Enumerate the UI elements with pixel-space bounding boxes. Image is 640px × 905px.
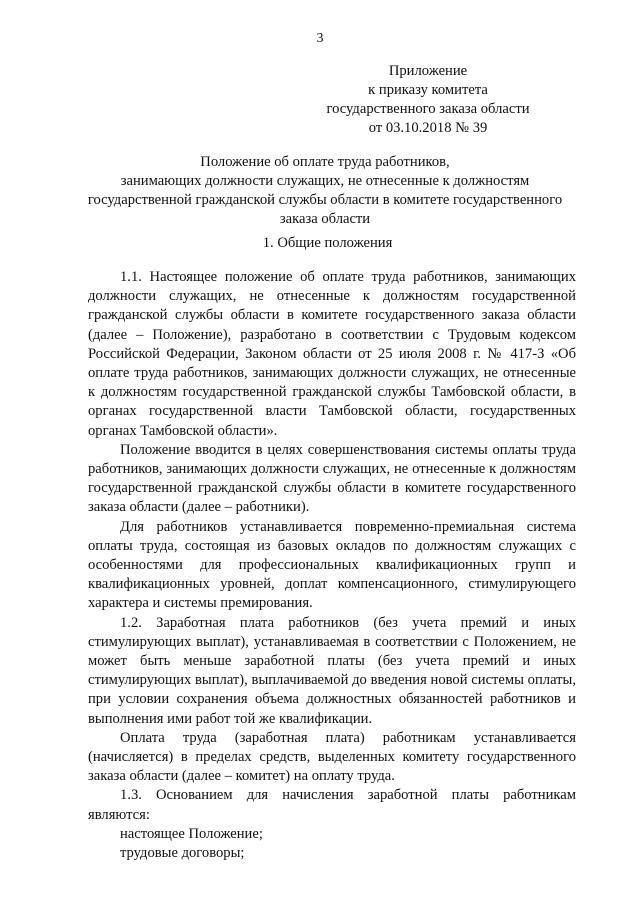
document-title — [80, 153, 570, 229]
appendix-line-2: к приказу комитета — [368, 82, 488, 98]
title-line-2: занимающих должности служащих, не отнесенные к должностям — [120, 173, 530, 189]
document-body — [88, 268, 576, 863]
paragraph-1-1: 1.1. Настоящее положение об оплате труда работников, занимающих должности служащих, не отнесенные к должностям государственной гражданской службы области в комитете государственного заказа области (далее – Положение), разработано в соответствии с Трудовым кодексом Российской Федерации, Законом области от 25 июля 2008 г. № 417-З «Об оплате труда работников, занимающих должности служащих, не отнесенные к должностям государственной гражданской службы Тамбовской области, в органах государственной власти Тамбовской области, государственных органах Тамбовской области». — [88, 269, 576, 439]
section-heading: 1. Общие положения — [262, 235, 393, 251]
title-line-3: государственной гражданской службы области в комитете государственного — [87, 192, 563, 208]
appendix-line-1: Приложение — [388, 63, 468, 79]
title-line-1: Положение об оплате труда работников, — [200, 154, 450, 170]
title-line-4: заказа области — [279, 211, 371, 227]
paragraph-1-3: 1.3. Основанием для начисления заработной платы работникам являются: — [88, 787, 576, 823]
appendix-block — [318, 62, 538, 138]
list-item-contracts: трудовые договоры; — [120, 845, 245, 862]
paragraph-purpose: Положение вводится в целях совершенствования системы оплаты труда работников, занимающих должности служащих, не отнесенные к должностям государственной гражданской службы области в комитете государственного заказа области (далее – работники). — [88, 441, 576, 516]
page-number: 3 — [316, 31, 324, 46]
appendix-line-4: от 03.10.2018 № 39 — [368, 120, 488, 136]
paragraph-1-2: 1.2. Заработная плата работников (без учета премий и иных стимулирующих выплат), устанавливаемая в соответствии с Положением, не может быть меньше заработной платы (без учета премий и иных стимулирующих выплат), выплачиваемой до введения новой системы оплаты, при условии сохранения объема должностных обязанностей работников и выполнения ими работ той же квалификации. — [88, 614, 576, 727]
paragraph-funding: Оплата труда (заработная плата) работникам устанавливается (начисляется) в пределах средств, выделенных комитету государственного заказа области (далее – комитет) на оплату труда. — [88, 729, 576, 785]
paragraph-system: Для работников устанавливается повременно-премиальная система оплаты труда, состоящая из базовых окладов по должностям служащих с особенностями для профессиональных квалификационных групп и квалификационных уровней, доплат компенсационного, стимулирующего характера и системы премирования. — [88, 518, 576, 612]
appendix-line-3: государственного заказа области — [326, 101, 530, 117]
list-item-regulation: настоящее Положение; — [120, 825, 263, 842]
